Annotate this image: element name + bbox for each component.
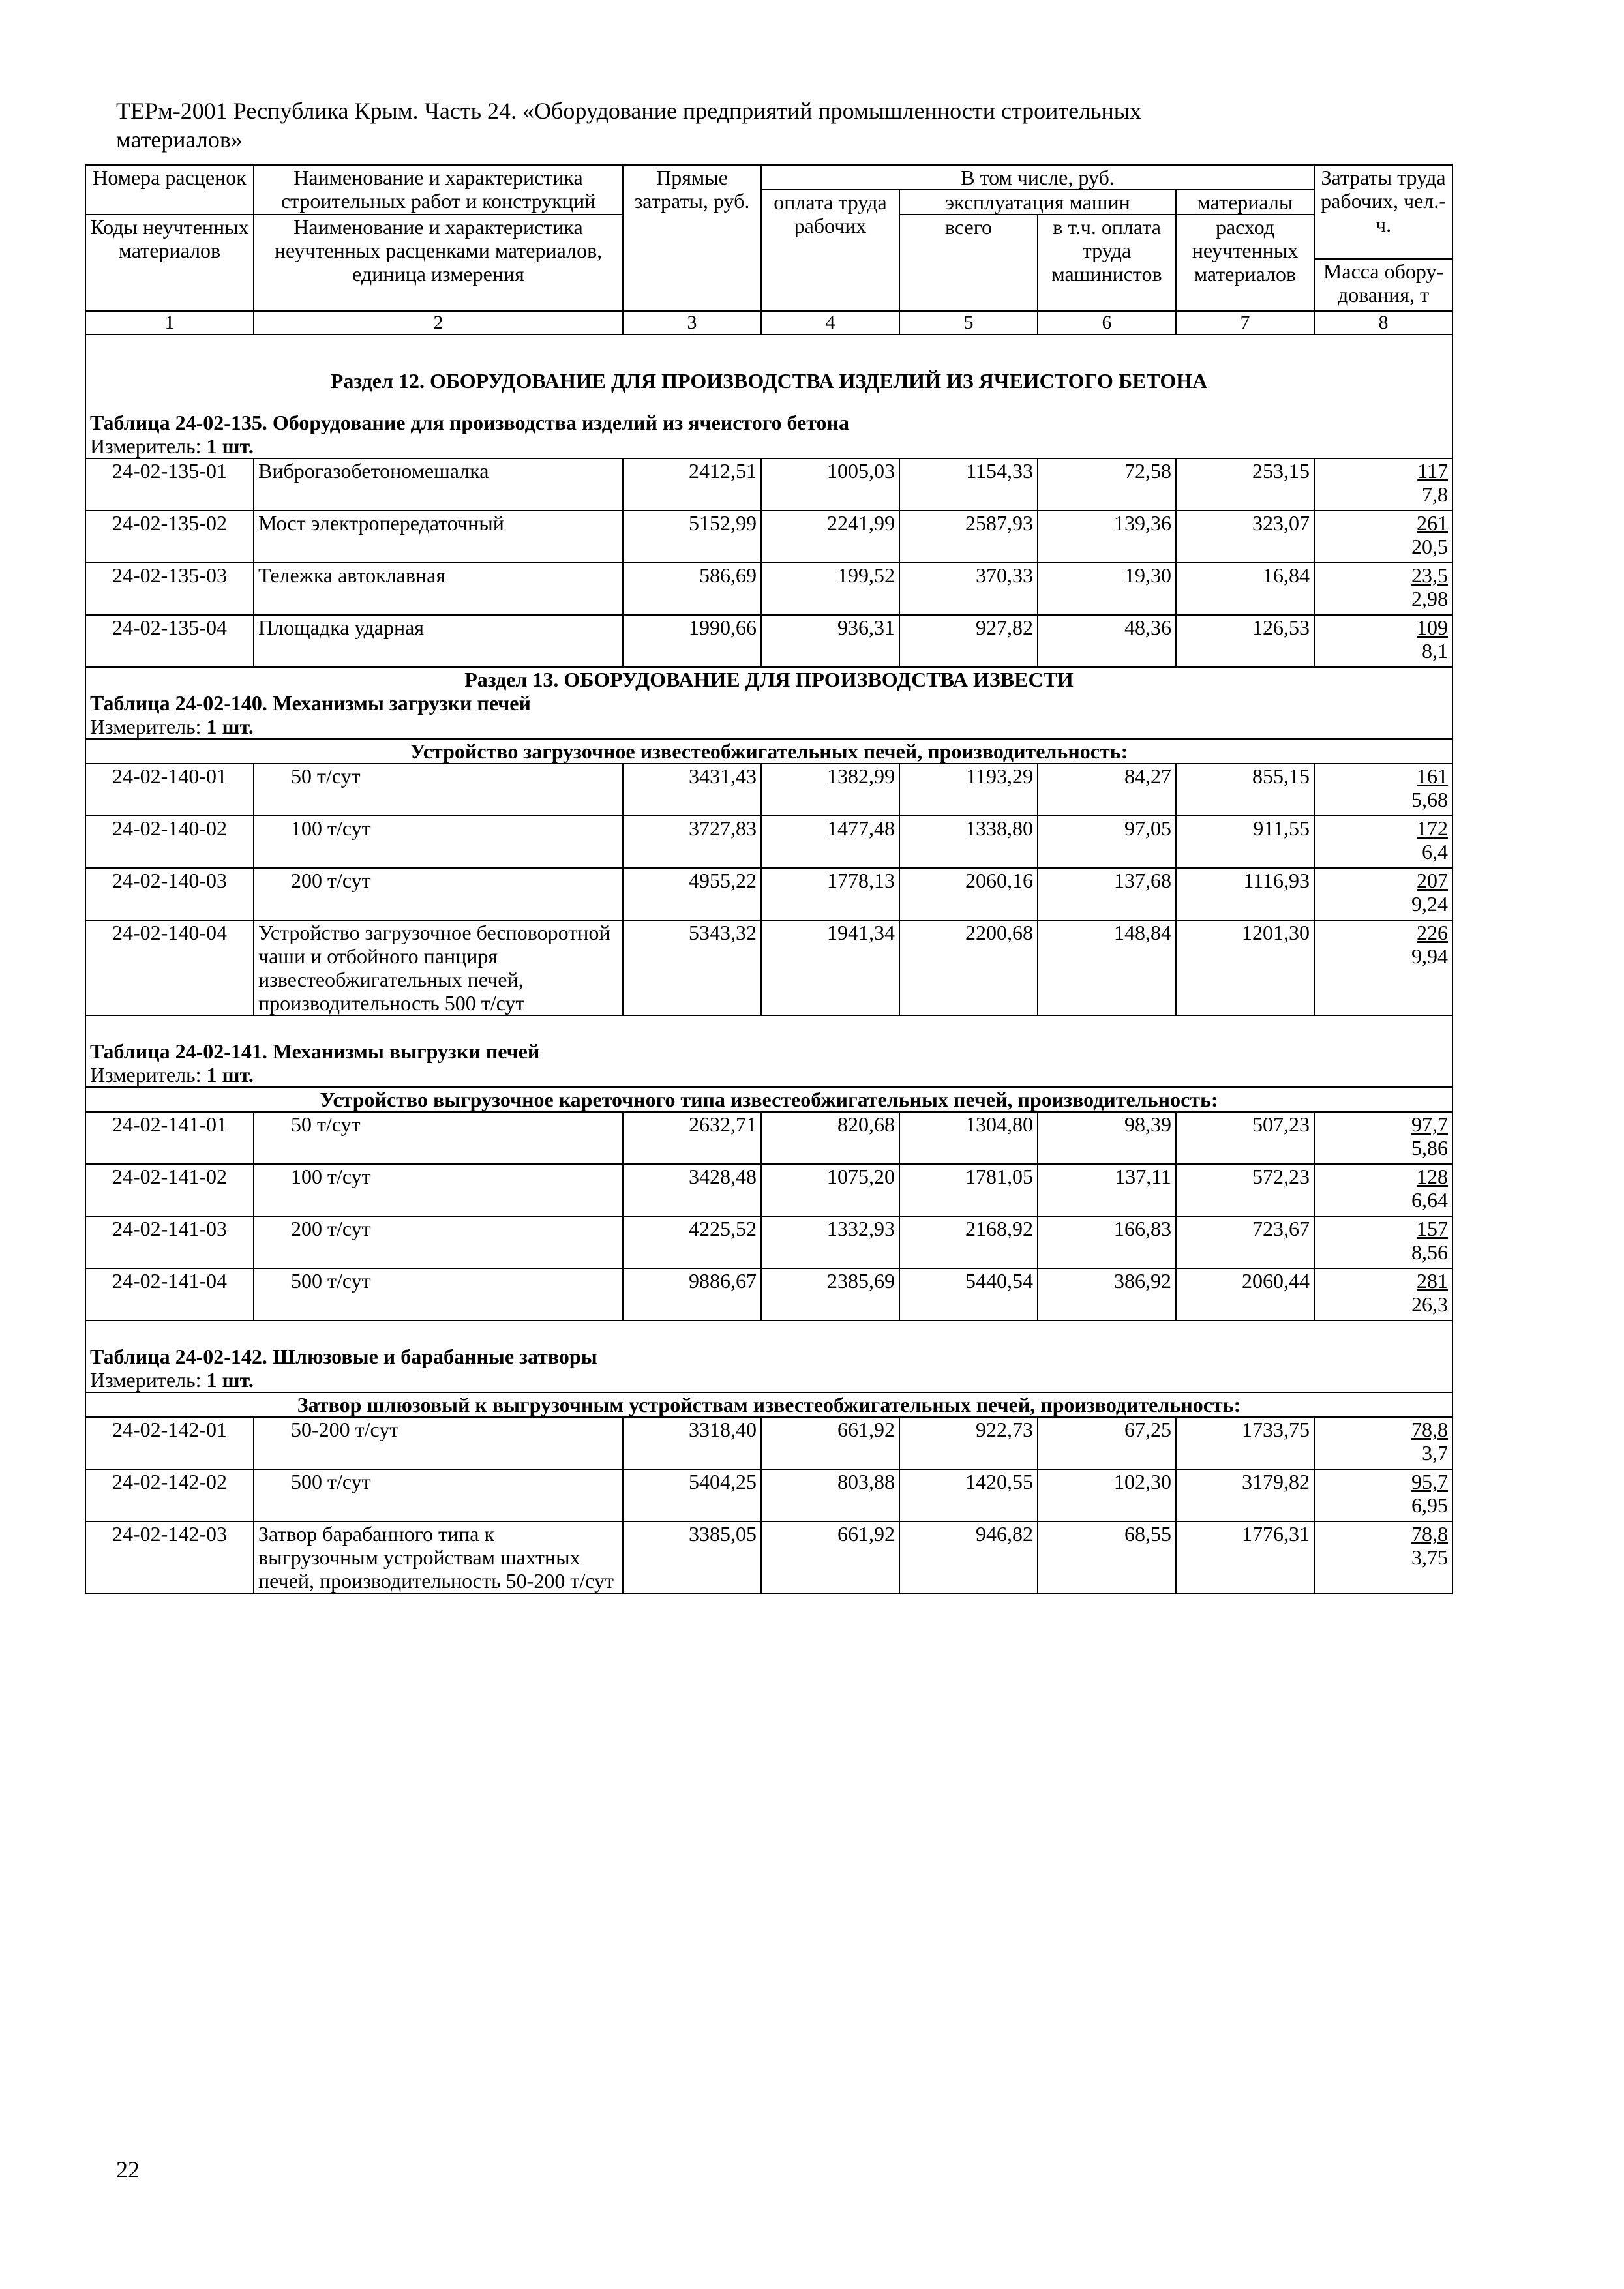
labor-cost: 803,88 — [761, 1469, 899, 1521]
labor-hours-mass — [1314, 1268, 1452, 1321]
materials-cost: 572,23 — [1176, 1164, 1314, 1216]
drivers-labor: 102,30 — [1038, 1469, 1176, 1521]
col5-header: всего — [899, 215, 1038, 311]
drivers-labor: 68,55 — [1038, 1521, 1176, 1593]
rate-code: 24-02-140-02 — [85, 816, 254, 868]
col3-header: Прямые затраты, руб. — [623, 165, 761, 311]
table-row — [85, 920, 1452, 1015]
machines-total: 1154,33 — [899, 458, 1038, 511]
drivers-labor: 67,25 — [1038, 1417, 1176, 1469]
labor-hours: 261 — [1417, 511, 1449, 535]
direct-costs: 3428,48 — [623, 1164, 761, 1216]
equipment-mass: 6,4 — [1422, 840, 1449, 863]
direct-costs: 4955,22 — [623, 868, 761, 920]
labor-hours: 23,5 — [1411, 563, 1449, 587]
equipment-mass: 3,7 — [1422, 1441, 1449, 1465]
work-name: Тележка автоклавная — [254, 563, 623, 615]
labor-cost: 2241,99 — [761, 511, 899, 563]
labor-hours-mass — [1314, 1216, 1452, 1268]
col8-top-header: Затраты труда рабочих, чел.-ч. — [1314, 165, 1452, 259]
work-name: 200 т/сут — [254, 1216, 623, 1268]
rates-table — [85, 164, 1453, 1594]
materials-cost: 507,23 — [1176, 1112, 1314, 1164]
machines-total: 1338,80 — [899, 816, 1038, 868]
meter-label: Измеритель: — [90, 434, 202, 458]
labor-hours: 128 — [1417, 1165, 1449, 1188]
meter-label: Измеритель: — [90, 1368, 202, 1392]
labor-cost: 2385,69 — [761, 1268, 899, 1321]
work-name: Виброгазобетономешалка — [254, 458, 623, 511]
table-141-group: Устройство выгрузочное кареточного типа известеобжигательных печей, производительность: — [85, 1087, 1452, 1112]
rate-code: 24-02-142-02 — [85, 1469, 254, 1521]
direct-costs: 3727,83 — [623, 816, 761, 868]
labor-cost: 1477,48 — [761, 816, 899, 868]
machines-total: 1420,55 — [899, 1469, 1038, 1521]
work-name: 100 т/сут — [254, 816, 623, 868]
labor-cost: 1075,20 — [761, 1164, 899, 1216]
work-name: Затвор барабанного типа к выгрузочным устройствам шахтных печей, производительность 50-200 т/сут — [254, 1521, 623, 1593]
materials-cost: 1116,93 — [1176, 868, 1314, 920]
labor-hours: 281 — [1417, 1269, 1449, 1293]
labor-hours-mass — [1314, 920, 1452, 1015]
materials-cost: 1201,30 — [1176, 920, 1314, 1015]
machines-total: 946,82 — [899, 1521, 1038, 1593]
labor-hours: 97,7 — [1411, 1113, 1449, 1136]
labor-hours-mass — [1314, 615, 1452, 667]
equipment-mass: 7,8 — [1422, 483, 1449, 506]
work-name: 50 т/сут — [254, 1112, 623, 1164]
drivers-labor: 139,36 — [1038, 511, 1176, 563]
table-row — [85, 1521, 1452, 1593]
labor-hours: 95,7 — [1411, 1470, 1449, 1493]
drivers-labor: 48,36 — [1038, 615, 1176, 667]
labor-hours-mass — [1314, 764, 1452, 816]
materials-cost: 323,07 — [1176, 511, 1314, 563]
equipment-mass: 26,3 — [1411, 1293, 1449, 1316]
machines-total: 2200,68 — [899, 920, 1038, 1015]
direct-costs: 5343,32 — [623, 920, 761, 1015]
table-135-body — [85, 458, 1452, 667]
meter-value: 1 шт. — [206, 1368, 254, 1392]
labor-hours-mass — [1314, 458, 1452, 511]
labor-hours: 78,8 — [1411, 1522, 1449, 1546]
drivers-labor: 19,30 — [1038, 563, 1176, 615]
direct-costs: 9886,67 — [623, 1268, 761, 1321]
col-number: 3 — [623, 311, 761, 335]
col-number: 1 — [85, 311, 254, 335]
direct-costs: 586,69 — [623, 563, 761, 615]
drivers-labor: 72,58 — [1038, 458, 1176, 511]
table-142-title: Таблица 24-02-142. Шлюзовые и барабанные затворы — [85, 1321, 1452, 1368]
meter-value: 1 шт. — [206, 434, 254, 458]
materials-cost: 3179,82 — [1176, 1469, 1314, 1521]
table-row — [85, 1216, 1452, 1268]
direct-costs: 1990,66 — [623, 615, 761, 667]
equipment-mass: 20,5 — [1411, 535, 1449, 558]
machines-total: 1193,29 — [899, 764, 1038, 816]
direct-costs: 4225,52 — [623, 1216, 761, 1268]
labor-cost: 199,52 — [761, 563, 899, 615]
drivers-labor: 84,27 — [1038, 764, 1176, 816]
rate-code: 24-02-135-04 — [85, 615, 254, 667]
work-name: 200 т/сут — [254, 868, 623, 920]
table-row — [85, 1112, 1452, 1164]
materials-cost: 723,67 — [1176, 1216, 1314, 1268]
labor-hours: 157 — [1417, 1217, 1449, 1240]
machines-total: 2587,93 — [899, 511, 1038, 563]
materials-header: материалы — [1176, 190, 1314, 215]
meter-140 — [85, 715, 1452, 739]
table-141-title: Таблица 24-02-141. Механизмы выгрузки печей — [85, 1015, 1452, 1063]
rate-code: 24-02-141-01 — [85, 1112, 254, 1164]
table-row — [85, 764, 1452, 816]
labor-cost: 1382,99 — [761, 764, 899, 816]
table-row — [85, 868, 1452, 920]
table-142-body — [85, 1417, 1452, 1593]
equipment-mass: 5,68 — [1411, 788, 1449, 811]
labor-hours: 161 — [1417, 764, 1449, 788]
labor-cost: 1941,34 — [761, 920, 899, 1015]
materials-cost: 1733,75 — [1176, 1417, 1314, 1469]
table-row — [85, 1268, 1452, 1321]
table-141-body — [85, 1112, 1452, 1321]
materials-cost: 16,84 — [1176, 563, 1314, 615]
labor-hours: 109 — [1417, 616, 1449, 639]
section-12-title: Раздел 12. ОБОРУДОВАНИЕ ДЛЯ ПРОИЗВОДСТВА ИЗДЕЛИЙ ИЗ ЯЧЕИСТОГО БЕТОНА — [85, 335, 1452, 411]
rate-code: 24-02-140-01 — [85, 764, 254, 816]
labor-hours-mass — [1314, 1164, 1452, 1216]
rate-code: 24-02-142-03 — [85, 1521, 254, 1593]
drivers-labor: 148,84 — [1038, 920, 1176, 1015]
table-row — [85, 563, 1452, 615]
meter-value: 1 шт. — [206, 715, 254, 738]
col6-header: в т.ч. оплата труда машинистов — [1038, 215, 1176, 311]
col-number: 2 — [254, 311, 623, 335]
meter-135 — [85, 434, 1452, 458]
equipment-mass: 3,75 — [1411, 1546, 1449, 1569]
header-line-1: ТЕРм-2001 Республика Крым. Часть 24. «Оборудование предприятий промышленности строительных — [116, 98, 1141, 124]
equipment-mass: 6,95 — [1411, 1493, 1449, 1517]
machines-total: 2168,92 — [899, 1216, 1038, 1268]
materials-cost: 1776,31 — [1176, 1521, 1314, 1593]
machines-total: 927,82 — [899, 615, 1038, 667]
table-row — [85, 1417, 1452, 1469]
direct-costs: 5404,25 — [623, 1469, 761, 1521]
labor-cost: 661,92 — [761, 1521, 899, 1593]
table-140-body — [85, 764, 1452, 1015]
labor-cost: 661,92 — [761, 1417, 899, 1469]
labor-hours-mass — [1314, 816, 1452, 868]
drivers-labor: 137,68 — [1038, 868, 1176, 920]
equipment-mass: 9,24 — [1411, 892, 1449, 916]
labor-cost: 1005,03 — [761, 458, 899, 511]
direct-costs: 3385,05 — [623, 1521, 761, 1593]
work-name: Мост электропередаточный — [254, 511, 623, 563]
labor-hours: 226 — [1417, 921, 1449, 944]
labor-cost: 820,68 — [761, 1112, 899, 1164]
machines-total: 2060,16 — [899, 868, 1038, 920]
table-row — [85, 816, 1452, 868]
meter-label: Измеритель: — [90, 1063, 202, 1086]
equipment-mass: 2,98 — [1411, 587, 1449, 610]
machines-total: 922,73 — [899, 1417, 1038, 1469]
labor-hours-mass — [1314, 1112, 1452, 1164]
rate-code: 24-02-141-02 — [85, 1164, 254, 1216]
work-name: 500 т/сут — [254, 1469, 623, 1521]
table-row — [85, 458, 1452, 511]
col2-bottom-header: Наименование и характеристика неучтенных расценками материалов, единица измерения — [254, 215, 623, 311]
equipment-mass: 8,56 — [1411, 1240, 1449, 1264]
col-number: 7 — [1176, 311, 1314, 335]
col-number: 8 — [1314, 311, 1452, 335]
rate-code: 24-02-135-02 — [85, 511, 254, 563]
meter-label: Измеритель: — [90, 715, 202, 738]
materials-cost: 126,53 — [1176, 615, 1314, 667]
table-135-title: Таблица 24-02-135. Оборудование для производства изделий из ячеистого бетона — [85, 411, 1452, 434]
work-name: Устройство загрузочное бесповоротной чаши и отбойного панциря известеобжигательных печей, производительность 500 т/сут — [254, 920, 623, 1015]
section-13-title: Раздел 13. ОБОРУДОВАНИЕ ДЛЯ ПРОИЗВОДСТВА ИЗВЕСТИ — [85, 667, 1452, 691]
labor-hours: 172 — [1417, 816, 1449, 840]
materials-cost: 855,15 — [1176, 764, 1314, 816]
drivers-labor: 386,92 — [1038, 1268, 1176, 1321]
labor-hours-mass — [1314, 868, 1452, 920]
direct-costs: 2632,71 — [623, 1112, 761, 1164]
direct-costs: 3318,40 — [623, 1417, 761, 1469]
rate-code: 24-02-142-01 — [85, 1417, 254, 1469]
including-header: В том числе, руб. — [761, 165, 1314, 190]
table-row — [85, 1469, 1452, 1521]
work-name: 50 т/сут — [254, 764, 623, 816]
labor-cost: 936,31 — [761, 615, 899, 667]
work-name: 100 т/сут — [254, 1164, 623, 1216]
page-number: 22 — [116, 2157, 140, 2183]
equipment-mass: 5,86 — [1411, 1136, 1449, 1159]
table-row — [85, 1164, 1452, 1216]
work-name: 500 т/сут — [254, 1268, 623, 1321]
col7-header: расход неучтенных материалов — [1176, 215, 1314, 311]
equipment-mass: 6,64 — [1411, 1188, 1449, 1212]
labor-hours-mass — [1314, 563, 1452, 615]
rate-code: 24-02-141-04 — [85, 1268, 254, 1321]
header-line-2: материалов» — [116, 127, 243, 153]
col1-bottom-header: Коды неучтенных материалов — [85, 215, 254, 311]
rate-code: 24-02-141-03 — [85, 1216, 254, 1268]
meter-141 — [85, 1063, 1452, 1087]
direct-costs: 5152,99 — [623, 511, 761, 563]
materials-cost: 253,15 — [1176, 458, 1314, 511]
labor-hours: 207 — [1417, 869, 1449, 892]
document-header — [116, 97, 1460, 154]
col4-header: оплата труда рабочих — [761, 190, 899, 311]
direct-costs: 2412,51 — [623, 458, 761, 511]
drivers-labor: 97,05 — [1038, 816, 1176, 868]
col-number: 5 — [899, 311, 1038, 335]
drivers-labor: 98,39 — [1038, 1112, 1176, 1164]
labor-cost: 1778,13 — [761, 868, 899, 920]
labor-hours-mass — [1314, 511, 1452, 563]
col1-top-header: Номера расценок — [85, 165, 254, 215]
machines-total: 370,33 — [899, 563, 1038, 615]
col2-top-header: Наименование и характеристика строительных работ и конструкций — [254, 165, 623, 215]
machines-total: 5440,54 — [899, 1268, 1038, 1321]
machines-total: 1304,80 — [899, 1112, 1038, 1164]
machines-total: 1781,05 — [899, 1164, 1038, 1216]
labor-hours: 78,8 — [1411, 1418, 1449, 1441]
rate-code: 24-02-140-03 — [85, 868, 254, 920]
rate-code: 24-02-135-03 — [85, 563, 254, 615]
equipment-mass: 9,94 — [1411, 944, 1449, 968]
equipment-mass: 8,1 — [1422, 639, 1449, 663]
direct-costs: 3431,43 — [623, 764, 761, 816]
labor-hours-mass — [1314, 1469, 1452, 1521]
drivers-labor: 166,83 — [1038, 1216, 1176, 1268]
work-name: Площадка ударная — [254, 615, 623, 667]
labor-hours-mass — [1314, 1417, 1452, 1469]
labor-hours: 117 — [1417, 459, 1449, 483]
drivers-labor: 137,11 — [1038, 1164, 1176, 1216]
machines-header: эксплуатация машин — [899, 190, 1176, 215]
table-140-title: Таблица 24-02-140. Механизмы загрузки печей — [85, 691, 1452, 715]
table-140-group: Устройство загрузочное известеобжигательных печей, производительность: — [85, 739, 1452, 764]
rate-code: 24-02-140-04 — [85, 920, 254, 1015]
table-142-group: Затвор шлюзовый к выгрузочным устройствам известеобжигательных печей, производительность: — [85, 1392, 1452, 1417]
col-number: 6 — [1038, 311, 1176, 335]
meter-value: 1 шт. — [206, 1063, 254, 1086]
meter-142 — [85, 1368, 1452, 1392]
labor-hours-mass — [1314, 1521, 1452, 1593]
rate-code: 24-02-135-01 — [85, 458, 254, 511]
materials-cost: 911,55 — [1176, 816, 1314, 868]
work-name: 50-200 т/сут — [254, 1417, 623, 1469]
labor-cost: 1332,93 — [761, 1216, 899, 1268]
table-row — [85, 511, 1452, 563]
col8-bottom-header: Масса обору-дования, т — [1314, 259, 1452, 311]
table-row — [85, 615, 1452, 667]
col-number: 4 — [761, 311, 899, 335]
materials-cost: 2060,44 — [1176, 1268, 1314, 1321]
